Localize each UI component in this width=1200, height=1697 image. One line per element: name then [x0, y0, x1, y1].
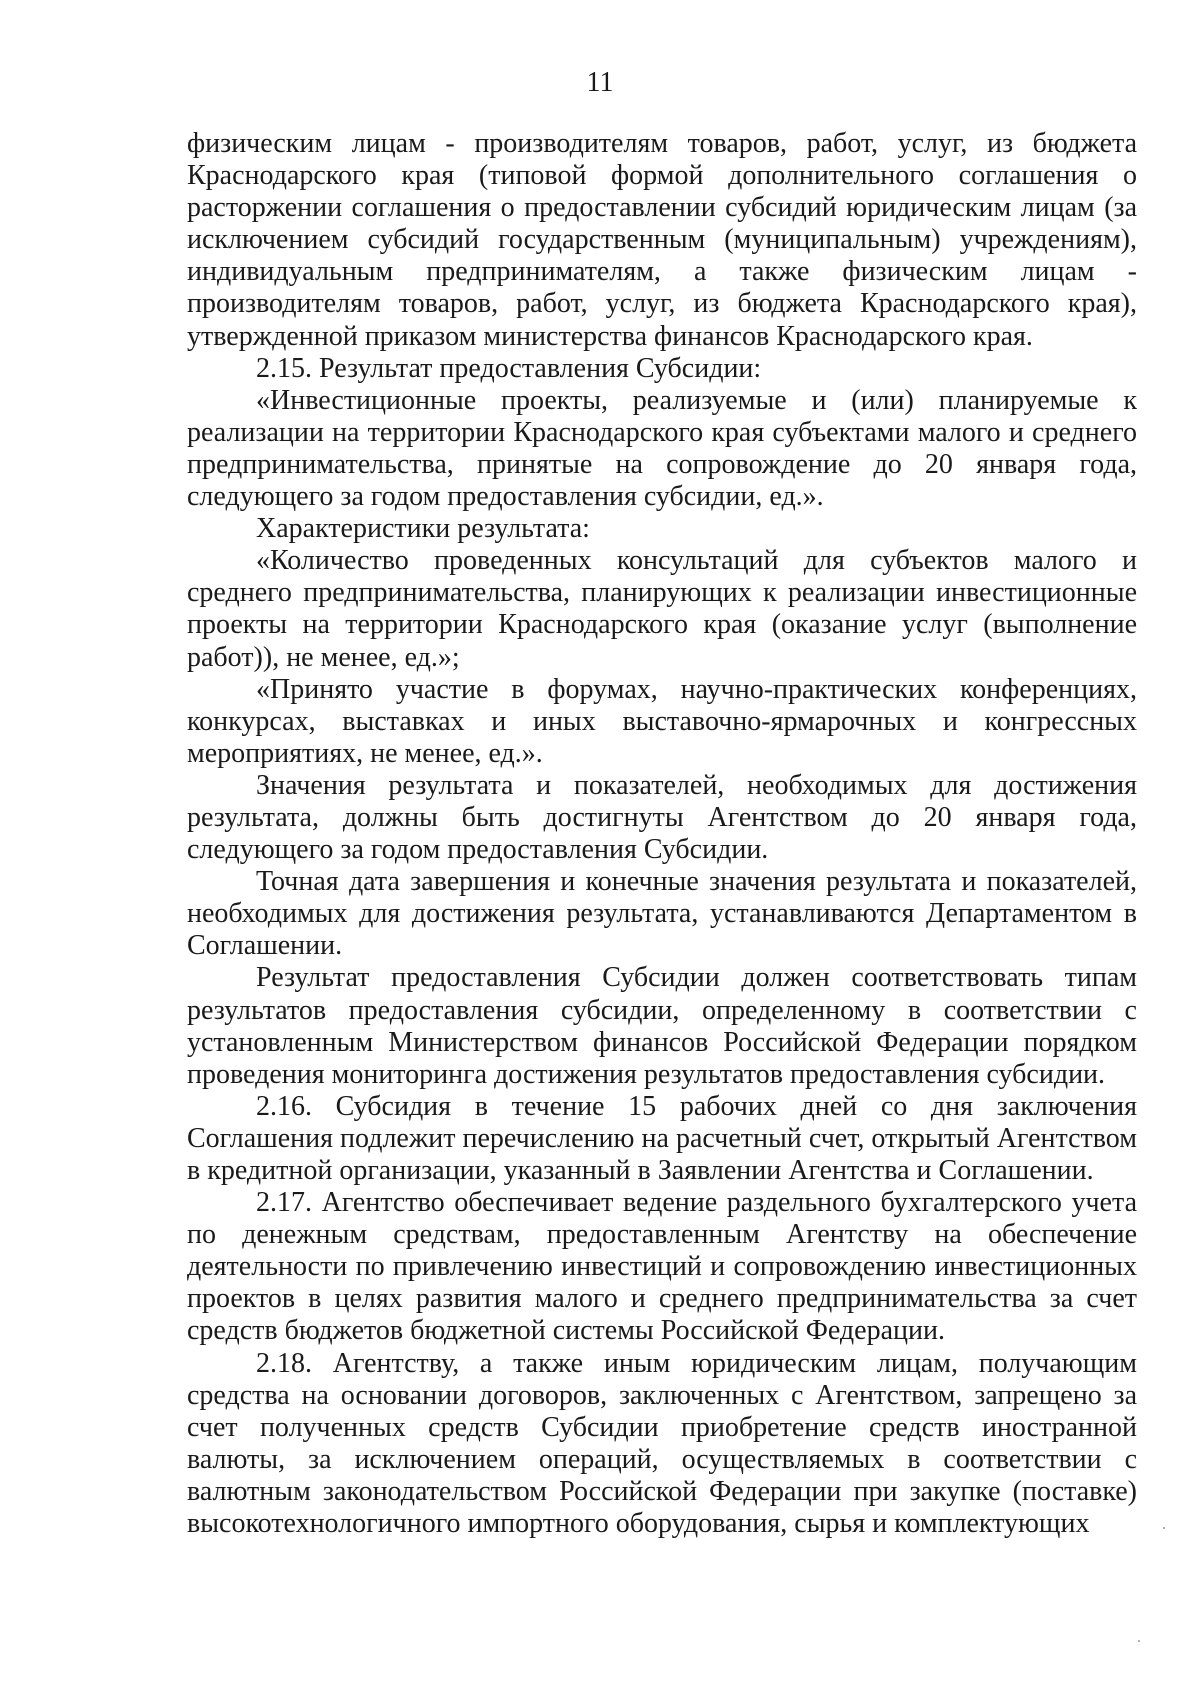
paragraph-2-17: 2.17. Агентство обеспечивает ведение раздельного бухгалтерского учета по денежным средствам, предоставленным Агентству на обеспечение деятельности по привлечению инвестиций и сопровождению инвестиционных проектов в целях развития малого и среднего предпринимательства за счет средств бюджетов бюджетной системы Российской Федерации. [187, 1187, 1137, 1347]
document-body [187, 128, 1137, 1540]
paragraph-result-investment-projects: «Инвестиционные проекты, реализуемые и (или) планируемые к реализации на территории Краснодарского края субъектами малого и среднего предпринимательства, принятые на сопровождение до 20 января года, следующего за годом предоставления субсидии, ед.». [187, 384, 1137, 513]
paragraph-2-18: 2.18. Агентству, а также иным юридическим лицам, получающим средства на основании договоров, заключенных с Агентством, запрещено за счет полученных средств Субсидии приобретение средств иностранной валюты, за исключением операций, осуществляемых в соответствии с валютным законодательством Российской Федерации при закупке (поставке) высокотехнологичного импортного оборудования, сырья и комплектующих [187, 1347, 1137, 1540]
scan-speck [1163, 1527, 1165, 1529]
paragraph-2-15-heading: 2.15. Результат предоставления Субсидии: [256, 352, 762, 384]
paragraph-result-values: Значения результата и показателей, необходимых для достижения результата, должны быть достигнуты Агентством до 20 января года, следующего за годом предоставления Субсидии. [187, 769, 1137, 866]
paragraph-characteristic-forums: «Принято участие в форумах, научно-практических конференциях, конкурсах, выставках и иных выставочно-ярмарочных и конгрессных мероприятиях, не менее, ед.». [187, 673, 1137, 769]
page-number: 11 [586, 67, 614, 98]
paragraph-result-characteristics-heading: Характеристики результата: [256, 513, 590, 545]
paragraph-completion-date: Точная дата завершения и конечные значения результата и показателей, необходимых для достижения результата, устанавливаются Департаментом в Соглашении. [187, 866, 1137, 962]
scan-speck [1138, 1640, 1140, 1642]
paragraph-characteristic-consultations: «Количество проведенных консультаций для субъектов малого и среднего предпринимательства, планирующих к реализации инвестиционные проекты на территории Краснодарского края (оказание услуг (выполнение работ)), не менее, ед.»; [187, 545, 1137, 673]
paragraph-continuation: физическим лицам - производителям товаров, работ, услуг, из бюджета Краснодарского края (типовой формой дополнительного соглашения о расторжении соглашения о предоставлении субсидий юридическим лицам (за исключением субсидий государственным (муниципальным) учреждениям), индивидуальным предпринимателям, а также физическим лицам - производителям товаров, работ, услуг, из бюджета Краснодарского края), утвержденной приказом министерства финансов Краснодарского края. [187, 128, 1137, 352]
paragraph-2-16: 2.16. Субсидия в течение 15 рабочих дней со дня заключения Соглашения подлежит перечислению на расчетный счет, открытый Агентством в кредитной организации, указанный в Заявлении Агентства и Соглашении. [187, 1090, 1137, 1186]
paragraph-result-conformity: Результат предоставления Субсидии должен соответствовать типам результатов предоставления субсидии, определенному в соответствии с установленным Министерством финансов Российской Федерации порядком проведения мониторинга достижения результатов предоставления субсидии. [187, 962, 1137, 1090]
